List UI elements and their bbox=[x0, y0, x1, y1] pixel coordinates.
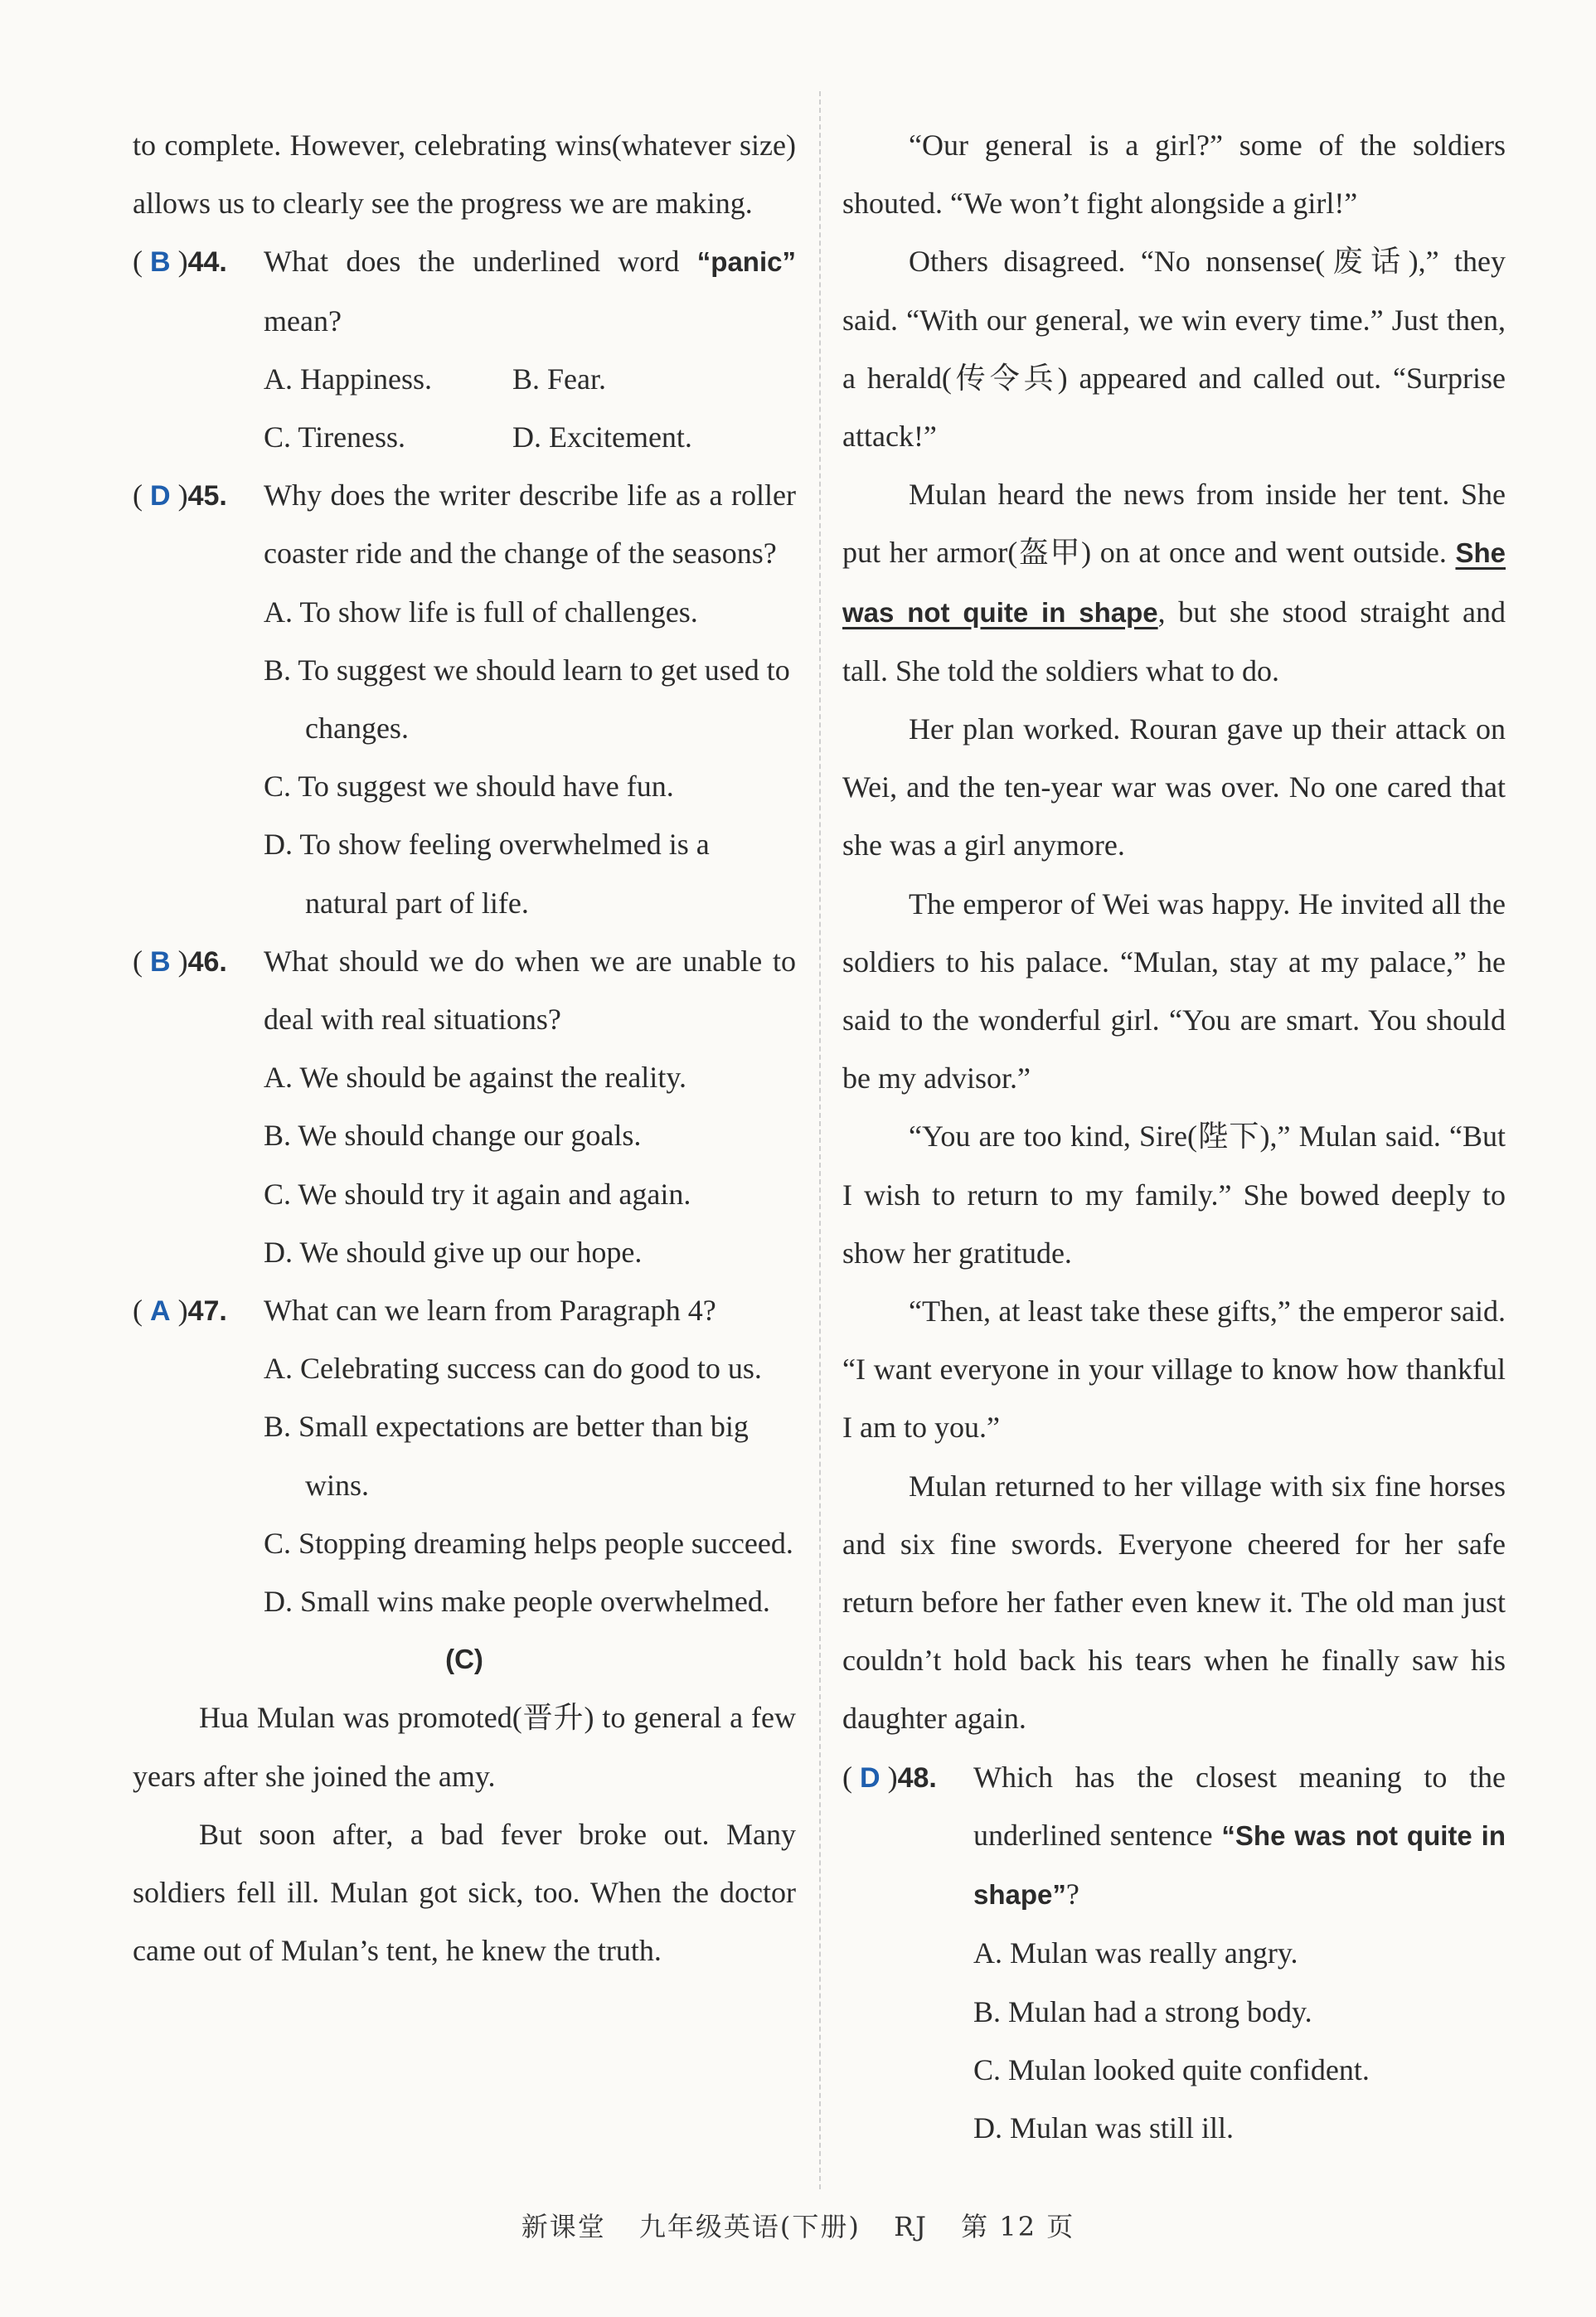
question-number: 47. bbox=[187, 1295, 227, 1328]
paragraph-continued: to complete. However, celebrating wins(whatever size) allows us to clearly see the progress we are making. bbox=[133, 129, 796, 221]
option: D. To show feeling overwhelmed is a natural part of life. bbox=[264, 828, 710, 920]
question-number: 46. bbox=[187, 945, 227, 978]
question-stem: What should we do when we are unable to deal with real situations? bbox=[264, 944, 796, 1037]
paragraph: Hua Mulan was promoted(晋升) to general a few years after she joined the amy. bbox=[133, 1701, 796, 1793]
paragraph-text: , but she stood straight and tall. She told the soldiers what to do. bbox=[842, 595, 1506, 687]
answer-bracket: ( D )48. bbox=[842, 1760, 937, 1794]
answer-bracket: ( D )45. bbox=[133, 478, 227, 512]
option: B. Small expectations are better than big wins. bbox=[264, 1410, 749, 1502]
paragraph bbox=[842, 465, 1506, 700]
footer-brand: 新课堂 bbox=[521, 2211, 606, 2242]
paragraph: But soon after, a bad fever broke out. Many soldiers fell ill. Mulan got sick, too. When the doctor came out of Mulan’s tent, he knew the truth. bbox=[133, 1817, 796, 1968]
page-footer bbox=[0, 2206, 1596, 2244]
column-divider bbox=[819, 91, 821, 2189]
option: C. Stopping dreaming helps people succeed. bbox=[264, 1526, 793, 1560]
option: D. We should give up our hope. bbox=[264, 1235, 643, 1269]
answer-letter: D bbox=[860, 1761, 880, 1794]
left-column bbox=[133, 116, 796, 1980]
quoted-sentence: “She was not quite in shape” bbox=[973, 1819, 1506, 1911]
question-45 bbox=[133, 466, 796, 582]
paragraph: Others disagreed. “No nonsense(废话),” they said. “With our general, we win every time.” Just then, a herald(传令兵) appeared and called out. “Surprise attack!” bbox=[842, 245, 1506, 454]
option: B. Fear. bbox=[512, 362, 606, 396]
option: D. Mulan was still ill. bbox=[973, 2111, 1234, 2145]
option: D. Excitement. bbox=[512, 420, 692, 454]
paragraph: “You are too kind, Sire(陛下),” Mulan said. “But I wish to return to my family.” She bowed deeply to show her gratitude. bbox=[842, 1120, 1506, 1270]
question-stem-end: mean? bbox=[264, 304, 342, 338]
footer-edition: RJ bbox=[894, 2211, 928, 2242]
answer-bracket: ( A )47. bbox=[133, 1294, 227, 1328]
option: C. To suggest we should have fun. bbox=[264, 770, 674, 804]
question-number: 48. bbox=[897, 1761, 937, 1794]
option: A. Mulan was really angry. bbox=[973, 1936, 1298, 1970]
paragraph: Mulan returned to her village with six fine horses and six fine swords. Everyone cheered for her safe return before her father even knew it. The old man just couldn’t hold back his tears when he finally saw his daughter again. bbox=[842, 1469, 1506, 1736]
paragraph: Her plan worked. Rouran gave up their attack on Wei, and the ten-year war was over. No one cared that she was a girl anymore. bbox=[842, 712, 1506, 862]
question-47 bbox=[133, 1281, 796, 1339]
right-column bbox=[842, 116, 1506, 2157]
options-row bbox=[133, 350, 796, 408]
question-48 bbox=[842, 1748, 1506, 1925]
option: B. Mulan had a strong body. bbox=[973, 1994, 1312, 2028]
question-stem-end: ? bbox=[1065, 1877, 1079, 1911]
paragraph-text: Mulan heard the news from inside her tent. She put her armor(盔甲) on at once and went outside. bbox=[842, 478, 1506, 570]
footer-book: 九年级英语(下册) bbox=[638, 2211, 861, 2242]
option: A. We should be against the reality. bbox=[264, 1061, 686, 1095]
question-stem: What does the underlined word bbox=[264, 245, 680, 279]
question-46 bbox=[133, 932, 796, 1048]
underlined-sentence: She was not quite in shape bbox=[842, 537, 1506, 628]
answer-letter: B bbox=[150, 945, 171, 978]
answer-bracket: ( B )44. bbox=[133, 245, 227, 279]
question-stem: What can we learn from Paragraph 4? bbox=[264, 1294, 716, 1328]
option: C. Mulan looked quite confident. bbox=[973, 2052, 1370, 2086]
option: C. We should try it again and again. bbox=[264, 1177, 691, 1211]
option: A. To show life is full of challenges. bbox=[264, 595, 698, 629]
footer-page-number: 第 12 页 bbox=[961, 2211, 1075, 2242]
question-number: 45. bbox=[187, 480, 227, 512]
answer-letter: A bbox=[150, 1295, 171, 1328]
option: A. Celebrating success can do good to us. bbox=[264, 1352, 762, 1386]
paragraph: “Then, at least take these gifts,” the emperor said. “I want everyone in your village to know how thankful I am to you.” bbox=[842, 1295, 1506, 1445]
paragraph: The emperor of Wei was happy. He invited all the soldiers to his palace. “Mulan, stay at my palace,” he said to the wonderful girl. “You are smart. You should be my advisor.” bbox=[842, 886, 1506, 1095]
answer-letter: B bbox=[150, 246, 171, 279]
option: D. Small wins make people overwhelmed. bbox=[264, 1585, 770, 1619]
answer-letter: D bbox=[150, 480, 171, 512]
option: B. We should change our goals. bbox=[264, 1119, 642, 1153]
question-stem: Which has the closest meaning to the underlined sentence bbox=[973, 1760, 1506, 1852]
option: C. Tireness. bbox=[264, 420, 406, 454]
question-number: 44. bbox=[187, 246, 227, 279]
question-44 bbox=[133, 232, 796, 349]
section-heading: (C) bbox=[445, 1644, 483, 1675]
options-row bbox=[133, 408, 796, 466]
key-word: “panic” bbox=[696, 246, 796, 278]
option: B. To suggest we should learn to get used to changes. bbox=[264, 653, 790, 746]
answer-bracket: ( B )46. bbox=[133, 944, 227, 978]
option: A. Happiness. bbox=[264, 362, 432, 396]
question-stem: Why does the writer describe life as a roller coaster ride and the change of the seasons? bbox=[264, 478, 796, 571]
paragraph: “Our general is a girl?” some of the soldiers shouted. “We won’t fight alongside a girl!” bbox=[842, 129, 1506, 221]
